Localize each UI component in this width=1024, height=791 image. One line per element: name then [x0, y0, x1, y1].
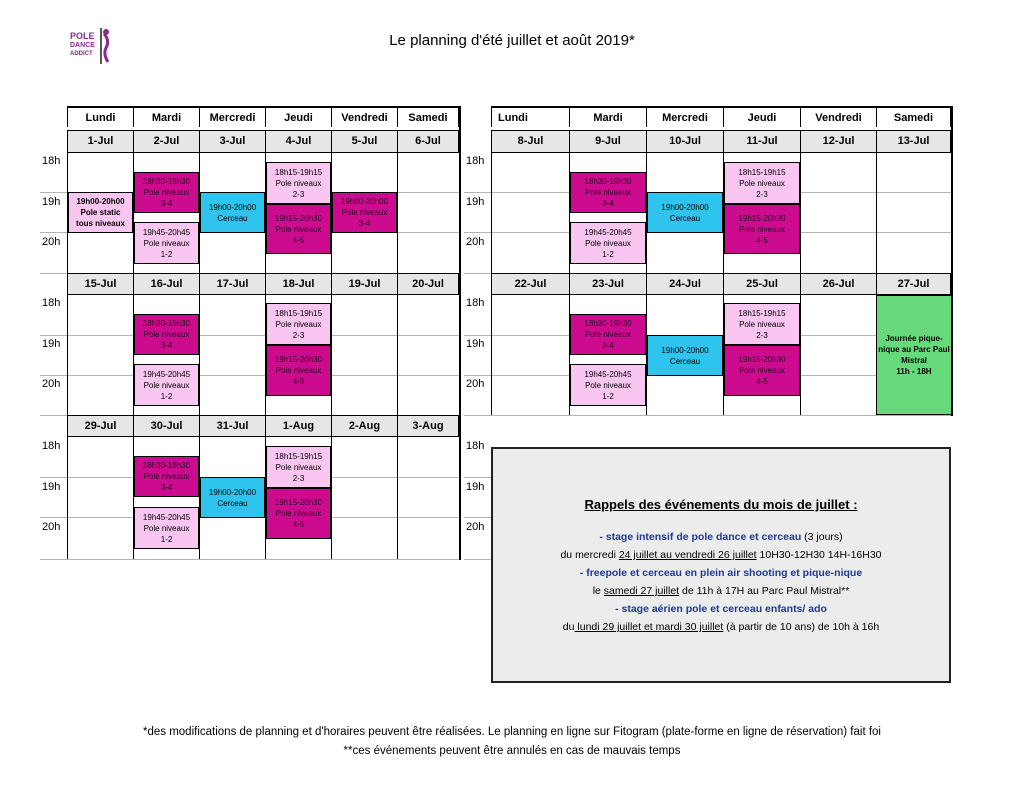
event-time: 18h15-19h15: [274, 167, 323, 177]
event-time: 18h30-19h30: [142, 319, 191, 328]
event-title: Pole niveaux: [739, 178, 785, 188]
date-cell: 8-Jul: [491, 130, 569, 153]
event-time: 19h15-20h30: [738, 213, 786, 223]
event-pole-3-4-vendredi[interactable]: [332, 192, 397, 233]
event-title: nique au Parc Paul: [878, 345, 950, 354]
event-title: Pole niveaux: [143, 330, 190, 339]
recap-title: Rappels des événements du mois de juillet :: [584, 497, 858, 512]
event-level: 4-5: [756, 377, 768, 386]
event-pole-static[interactable]: [68, 192, 133, 233]
event-pole-4-5[interactable]: [724, 345, 800, 396]
date-cell: 30-Jul: [133, 415, 199, 437]
hour-label: 19h: [466, 196, 485, 208]
event-level: 2-3: [292, 330, 305, 340]
event-pole-4-5[interactable]: [266, 204, 331, 254]
recap-event: - freepole et cerceau en plein air shooting et pique-nique: [579, 567, 863, 579]
event-time: 19h15-20h30: [738, 355, 786, 364]
weekday-header: Mercredi: [199, 106, 265, 127]
event-time: 19h15-20h30: [274, 498, 323, 507]
event-time: 19h45-20h45: [142, 227, 191, 237]
event-title: Pole niveaux: [585, 188, 631, 197]
event-time: 19h15-20h30: [274, 355, 323, 364]
recap-line: [493, 618, 949, 636]
event-pole-1-2[interactable]: [570, 364, 646, 406]
event-time: 19h00-20h00: [661, 202, 709, 212]
weekday-header: Lundi: [67, 106, 133, 127]
event-title: Pole niveaux: [143, 380, 190, 390]
recap-box: [491, 447, 951, 683]
recap-event: - stage intensif de pole dance et cerceau: [599, 531, 802, 543]
weekday-header: Jeudi: [723, 106, 800, 127]
date-cell: 26-Jul: [800, 273, 876, 295]
event-time: 18h30-19h30: [142, 461, 191, 470]
date-cell: 1-Jul: [67, 130, 133, 153]
event-pole-1-2[interactable]: [134, 507, 199, 549]
event-time: 19h45-20h45: [584, 369, 632, 379]
event-time: 11h - 18H: [896, 367, 932, 376]
event-title: Journée pique-: [885, 334, 943, 343]
event-level: 1-2: [160, 391, 173, 401]
event-level: 3-4: [160, 341, 173, 350]
event-time: 18h30-19h30: [584, 319, 632, 328]
hour-label: 20h: [466, 521, 485, 533]
hour-label: 18h: [42, 155, 61, 167]
date-cell: 5-Jul: [331, 130, 397, 153]
recap-line: [493, 582, 949, 600]
weekday-header: Samedi: [876, 106, 952, 127]
recap-text: (à partir de 10 ans) de 10h à 16h: [723, 621, 880, 633]
date-cell: 11-Jul: [723, 130, 800, 153]
event-time: 18h15-19h15: [738, 167, 786, 177]
recap-text: le: [592, 585, 604, 597]
hour-label: 18h: [466, 440, 485, 452]
date-cell: 23-Jul: [569, 273, 646, 295]
pole-dance-addict-logo: [70, 26, 118, 66]
date-cell: 25-Jul: [723, 273, 800, 295]
event-time: 18h15-19h15: [738, 308, 786, 318]
weekday-header: Vendredi: [800, 106, 876, 127]
recap-text: du mercredi: [560, 549, 619, 561]
event-level: 3-4: [602, 199, 614, 208]
event-time: 18h15-19h15: [274, 451, 323, 461]
hour-label: 19h: [42, 196, 61, 208]
event-pole-2-3[interactable]: [266, 162, 331, 204]
event-level: 4-5: [292, 377, 305, 386]
date-cell: 18-Jul: [265, 273, 331, 295]
logo-line-2: DANCE: [70, 42, 95, 49]
event-level: 2-3: [756, 330, 768, 340]
recap-date: samedi 27 juillet: [603, 585, 680, 597]
recap-line: [493, 564, 949, 582]
hour-label: 20h: [466, 378, 485, 390]
event-time: 19h15-20h30: [274, 213, 323, 223]
event-cerceau[interactable]: [647, 335, 723, 376]
recap-line: [493, 528, 949, 546]
grid-line: [40, 559, 460, 560]
event-cerceau[interactable]: [647, 192, 723, 233]
event-time: 19h00-20h00: [661, 345, 709, 355]
event-time: 19h00-20h00: [208, 202, 257, 212]
recap-text: (3 jours): [801, 531, 843, 543]
event-time: 19h45-20h45: [584, 227, 632, 237]
event-title: Pole niveaux: [275, 224, 322, 234]
event-level: 4-5: [292, 235, 305, 245]
date-cell: 2-Aug: [331, 415, 397, 437]
event-pole-1-2[interactable]: [570, 222, 646, 264]
grid-line: [464, 477, 491, 478]
event-pole-2-3[interactable]: [724, 162, 800, 204]
event-level: 3-4: [160, 199, 173, 208]
event-pole-2-3[interactable]: [724, 303, 800, 345]
footer-note-2: **ces événements peuvent être annulés en cas de mauvais temps: [343, 745, 681, 757]
hour-label: 18h: [42, 297, 61, 309]
page-title: Le planning d'été juillet et août 2019*: [389, 32, 635, 49]
event-pole-3-4[interactable]: [134, 172, 199, 213]
hour-label: 20h: [466, 236, 485, 248]
event-title: Pole niveaux: [275, 319, 322, 329]
event-pole-3-4[interactable]: [134, 314, 199, 355]
date-cell: 19-Jul: [331, 273, 397, 295]
event-time: 19h00-20h00: [208, 487, 257, 497]
recap-text: du: [562, 621, 575, 633]
recap-text: 10H30-12H30 14H-16H30: [756, 549, 882, 561]
event-title: Cerceau: [217, 213, 248, 223]
event-title: Pole niveaux: [275, 366, 322, 375]
recap-date: lundi 29 juillet et mardi 30 juillet: [574, 621, 724, 633]
date-cell: 9-Jul: [569, 130, 646, 153]
hour-label: 18h: [466, 155, 485, 167]
event-level: 3-4: [358, 219, 371, 228]
date-cell: 24-Jul: [646, 273, 723, 295]
event-pole-2-3[interactable]: [266, 303, 331, 345]
event-title: Pole niveaux: [275, 462, 322, 472]
weekday-header: Vendredi: [331, 106, 397, 127]
logo-line-3: ADDICT: [70, 51, 93, 57]
event-title: Mistral: [901, 356, 927, 365]
event-time: 19h45-20h45: [142, 512, 191, 522]
event-title: Pole niveaux: [739, 366, 785, 375]
date-cell: 17-Jul: [199, 273, 265, 295]
event-time: 19h00-20h00: [76, 197, 125, 206]
weekday-header: Samedi: [397, 106, 460, 127]
event-time: 19h00-20h00: [340, 197, 389, 206]
date-cell: 2-Jul: [133, 130, 199, 153]
date-cell: 13-Jul: [876, 130, 952, 153]
date-cell: 4-Jul: [265, 130, 331, 153]
event-title: Pole niveaux: [143, 472, 190, 481]
grid-line: [464, 517, 491, 518]
event-time: 18h30-19h30: [584, 177, 632, 186]
event-cerceau[interactable]: [200, 192, 265, 233]
event-title: Pole niveaux: [143, 523, 190, 533]
weekday-header: Lundi: [491, 106, 569, 127]
event-title: Cerceau: [669, 213, 701, 223]
event-level: 2-3: [756, 189, 768, 199]
event-level: 2-3: [292, 473, 305, 483]
hour-label: 20h: [42, 521, 61, 533]
weekday-header: Mardi: [569, 106, 646, 127]
grid-line: [40, 415, 67, 416]
event-pole-2-3[interactable]: [266, 446, 331, 488]
date-cell: 15-Jul: [67, 273, 133, 295]
date-cell: 3-Aug: [397, 415, 460, 437]
event-time: 18h30-19h30: [142, 177, 191, 186]
event-level: 4-5: [292, 520, 305, 529]
event-pole-3-4[interactable]: [134, 456, 199, 497]
recap-text: de 11h à 17H au Parc Paul Mistral**: [679, 585, 850, 597]
hour-label: 19h: [466, 481, 485, 493]
date-cell: 6-Jul: [397, 130, 460, 153]
event-level: 1-2: [160, 249, 173, 259]
event-pole-1-2[interactable]: [134, 222, 199, 264]
weekday-header: Mardi: [133, 106, 199, 127]
date-cell: 27-Jul: [876, 273, 952, 295]
footer-note-1: *des modifications de planning et d'horaires peuvent être réalisées. Le planning en ligne sur Fitogram (plate-forme en ligne de réservation) fait foi: [143, 726, 881, 738]
event-pole-3-4[interactable]: [570, 172, 646, 213]
weekday-header: Jeudi: [265, 106, 331, 127]
event-title: Cerceau: [217, 498, 248, 508]
event-title: Pole niveaux: [275, 509, 322, 518]
event-title: Pole niveaux: [143, 188, 190, 197]
event-pole-4-5[interactable]: [266, 488, 331, 539]
grid-line: [40, 273, 67, 274]
logo-text: [70, 32, 95, 59]
recap-date: 24 juillet au vendredi 26 juillet: [618, 549, 757, 561]
hour-label: 18h: [466, 297, 485, 309]
hour-label: 20h: [42, 378, 61, 390]
event-time: 18h15-19h15: [274, 308, 323, 318]
date-cell: 3-Jul: [199, 130, 265, 153]
hour-label: 19h: [42, 338, 61, 350]
event-title: Cerceau: [669, 356, 701, 366]
event-level: 2-3: [292, 189, 305, 199]
event-title: Pole niveaux: [585, 238, 631, 248]
logo-line-1: POLE: [70, 31, 95, 41]
hour-label: 18h: [42, 440, 61, 452]
date-cell: 22-Jul: [491, 273, 569, 295]
event-level: 1-2: [602, 249, 614, 259]
event-level: 3-4: [602, 341, 614, 350]
hour-label: 20h: [42, 236, 61, 248]
hour-label: 19h: [42, 481, 61, 493]
date-cell: 29-Jul: [67, 415, 133, 437]
recap-event: - stage aérien pole et cerceau enfants/ ado: [615, 603, 827, 615]
event-title: Pole niveaux: [739, 319, 785, 329]
event-title: Pole niveaux: [275, 178, 322, 188]
event-title: Pole niveaux: [739, 224, 785, 234]
event-pole-3-4[interactable]: [570, 314, 646, 355]
weekday-header: Mercredi: [646, 106, 723, 127]
event-level: 4-5: [756, 235, 768, 245]
event-picnic[interactable]: [876, 295, 952, 415]
event-title: Pole static: [80, 208, 121, 217]
hour-label: 19h: [466, 338, 485, 350]
date-cell: 16-Jul: [133, 273, 199, 295]
date-cell: 31-Jul: [199, 415, 265, 437]
event-pole-4-5[interactable]: [266, 345, 331, 396]
event-cerceau[interactable]: [200, 477, 265, 518]
event-pole-1-2[interactable]: [134, 364, 199, 406]
event-time: 19h45-20h45: [142, 369, 191, 379]
recap-line: [493, 600, 949, 618]
date-cell: 10-Jul: [646, 130, 723, 153]
event-level: 1-2: [160, 534, 173, 544]
grid-line: [464, 273, 491, 274]
date-cell: 1-Aug: [265, 415, 331, 437]
event-title: Pole niveaux: [585, 380, 631, 390]
date-cell: 20-Jul: [397, 273, 460, 295]
event-title: Pole niveaux: [341, 208, 388, 217]
event-level: tous niveaux: [76, 219, 125, 228]
grid-line: [464, 415, 952, 416]
grid-line: [464, 559, 491, 560]
recap-line: [493, 546, 949, 564]
event-level: 3-4: [160, 483, 173, 492]
event-level: 1-2: [602, 391, 614, 401]
event-pole-4-5[interactable]: [724, 204, 800, 254]
date-cell: 12-Jul: [800, 130, 876, 153]
event-title: Pole niveaux: [585, 330, 631, 339]
event-title: Pole niveaux: [143, 238, 190, 248]
